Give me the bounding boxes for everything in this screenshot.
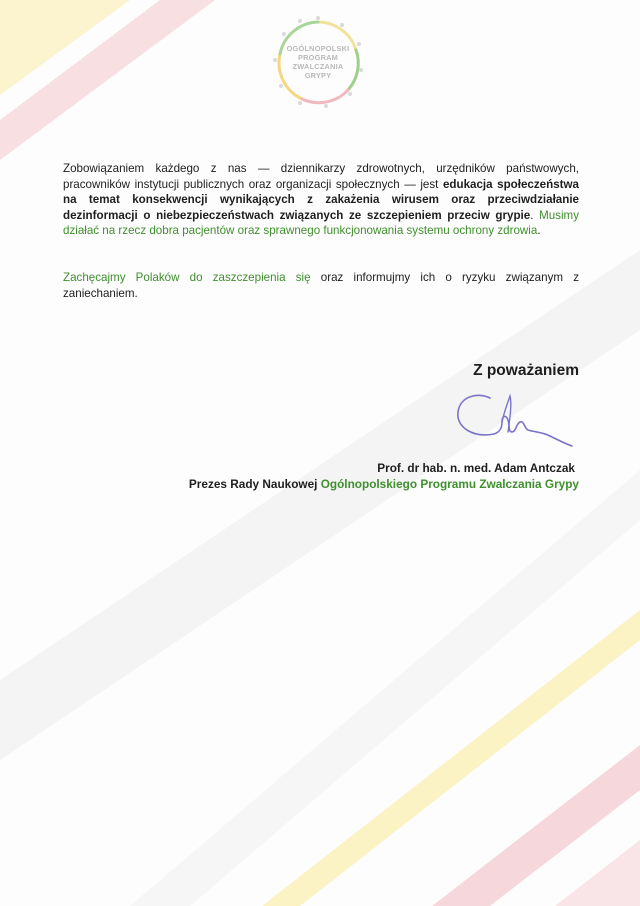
paragraph-1-intro: Zobowiązaniem każdego z nas — dziennikarzy zdrowotnych, urzędników państwowych, pracowników instytucji publicznych oraz organizacji społecznych — jest — [63, 162, 579, 191]
paragraph-1-period: . — [530, 208, 540, 222]
paragraph-2-green: Zachęcajmy Polaków do zaszczepienia się — [63, 271, 311, 284]
band-gray-1 — [0, 250, 640, 760]
paragraph-1-end: . — [537, 224, 541, 238]
logo-text — [270, 44, 366, 80]
signatory-organization: Ogólnopolskiego Programu Zwalczania Grypy — [320, 477, 579, 491]
paragraph-1-green: Musimy działać na rzecz dobra pacjentów oraz sprawnego funkcjonowania systemu ochrony zdrowia — [63, 208, 579, 238]
signatory-title — [189, 477, 579, 491]
logo-line-1: OGÓLNOPOLSKI — [286, 44, 350, 53]
paragraph-1-bold: edukacja społeczeństwa na temat konsekwencji wynikających z zakażenia wirusem oraz przeciwdziałanie dezinformacji o niebezpieczeństwach związanych ze szczepieniem przeciw grypie — [63, 177, 579, 222]
paragraph-2 — [63, 270, 579, 301]
paragraph-2-rest: oraz informujmy ich o ryzyku związanym z zaniechaniem. — [63, 271, 579, 300]
closing-salutation: Z poważaniem — [473, 362, 579, 379]
stripe-pink-corner — [555, 840, 640, 906]
signature-image — [450, 388, 576, 450]
signatory-name: Prof. dr hab. n. med. Adam Antczak — [377, 461, 575, 475]
paragraph-1 — [63, 161, 579, 239]
logo-line-2: PROGRAM — [298, 53, 338, 62]
program-logo — [270, 14, 366, 110]
logo-line-3: ZWALCZANIA — [292, 62, 344, 71]
signatory-title-prefix: Prezes Rady Naukowej — [188, 477, 321, 491]
logo-line-4: GRYPY — [304, 71, 332, 80]
